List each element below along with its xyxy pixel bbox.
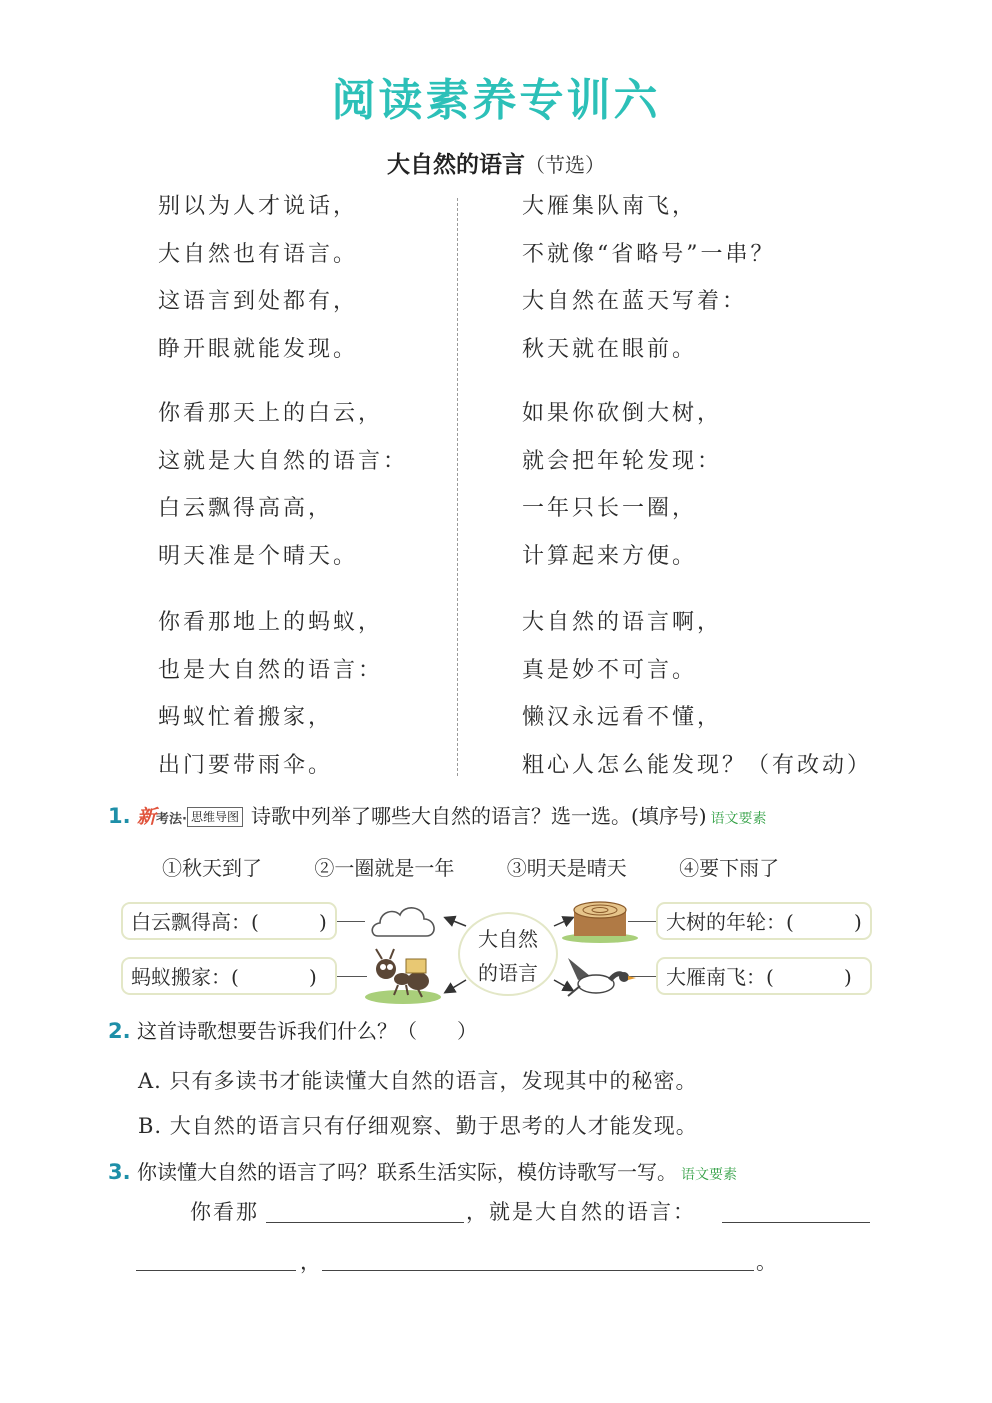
question-text: 你读懂大自然的语言了吗？联系生活实际，模仿诗歌写一写。: [136, 1160, 677, 1184]
fill-blank-1[interactable]: [266, 1222, 464, 1223]
poem-line: 一年只长一圈，: [522, 496, 698, 521]
question-text: 这首诗歌想要告诉我们什么？（ ）: [136, 1019, 477, 1043]
box-label: 蚂蚁搬家：(: [131, 965, 239, 989]
goose-answer-box[interactable]: [656, 957, 872, 995]
mindmap-tag: 思维导图: [187, 807, 243, 827]
option-a: A. 只有多读书才能读懂大自然的语言，发现其中的秘密。: [138, 1069, 698, 1093]
tag-dot: ·: [181, 812, 187, 827]
question-number: 2.: [108, 1019, 131, 1043]
poem-line: 大雁集队南飞，: [522, 194, 698, 219]
poem-stanza: [158, 599, 383, 789]
poem-line: 这就是大自然的语言：: [158, 448, 409, 474]
question-note: (填序号): [630, 804, 707, 828]
poem-stanza: [522, 390, 722, 580]
poem-line: 大自然也有语言。: [158, 241, 359, 267]
fill-middle: ，就是大自然的语言：: [466, 1200, 696, 1224]
poem-line: 秋天就在眼前。: [522, 336, 698, 362]
tree-ring-answer-box[interactable]: [656, 902, 872, 940]
wild-goose-icon: [560, 950, 640, 1006]
poem-line: 这语言到处都有，: [158, 289, 359, 314]
close-paren: ): [319, 910, 327, 934]
poem-title-main: 大自然的语言: [387, 152, 525, 178]
poem-line: 懒汉永远看不懂，: [522, 705, 723, 730]
ant-answer-box[interactable]: [121, 957, 337, 995]
question-number: 3.: [108, 1160, 131, 1184]
connector-line: [337, 921, 365, 922]
poem-line: 计算起来方便。: [522, 543, 698, 569]
yaosu-tag: 语文要素: [680, 1167, 737, 1183]
new-tag: 新: [136, 806, 156, 828]
box-label: 白云飘得高：(: [131, 910, 259, 934]
tree-stump-icon: [560, 896, 640, 944]
cloud-icon: [368, 898, 440, 946]
poem-stanza: [158, 183, 358, 373]
question-1: [108, 800, 767, 829]
box-label: 大雁南飞：(: [666, 965, 774, 989]
poem-line: 也是大自然的语言：: [158, 657, 384, 683]
fill-blank-2[interactable]: [722, 1222, 870, 1223]
poem-line: 大自然在蓝天写着：: [522, 289, 748, 314]
fill-blank-3[interactable]: [136, 1270, 296, 1271]
fill-blank-4[interactable]: [322, 1270, 754, 1271]
poem-line: 蚂蚁忙着搬家，: [158, 705, 334, 730]
poem-line: 睁开眼就能发现。: [158, 336, 359, 362]
poem-stanza: [522, 599, 872, 789]
center-label-line2: 的语言: [478, 961, 538, 985]
yaosu-tag: 语文要素: [710, 811, 767, 827]
fill-prefix: 你看那: [190, 1200, 259, 1224]
close-paren: ): [309, 965, 317, 989]
option-b: B. 大自然的语言只有仔细观察、勤于思考的人才能发现。: [138, 1114, 698, 1138]
poem-line: 如果你砍倒大树，: [522, 401, 723, 426]
poem-line: 不就像“省略号”一串？: [522, 241, 776, 267]
option-1: ①秋天到了: [162, 856, 262, 880]
poem-line: 你看那天上的白云，: [158, 401, 384, 426]
option-3: ③明天是晴天: [506, 856, 627, 880]
poem-line: 就会把年轮发现：: [522, 448, 723, 474]
cloud-answer-box[interactable]: [121, 902, 337, 940]
page-title: 阅读素养专训六: [331, 75, 661, 126]
poem-title: [0, 146, 992, 179]
arrows-icon: [440, 900, 580, 1010]
poem-column-divider: [457, 198, 458, 776]
poem-stanza: [158, 390, 408, 580]
kaofa-tag: 考法: [155, 812, 182, 827]
close-paren: ): [844, 965, 852, 989]
poem-line: 你看那地上的蚂蚁，: [158, 610, 384, 635]
question-3: [108, 1156, 737, 1185]
poem-line: 出门要带雨伞。: [158, 752, 334, 778]
poem-line: 明天准是个晴天。: [158, 543, 359, 569]
poem-title-sub: （节选）: [525, 153, 605, 177]
poem-line: 大自然的语言啊，: [522, 610, 723, 635]
answer-options: [162, 852, 862, 881]
poem-line: 别以为人才说话，: [158, 194, 359, 219]
fill-period: 。: [756, 1250, 779, 1274]
ant-icon: [362, 945, 444, 1005]
close-paren: ): [854, 910, 862, 934]
option-2: ②一圈就是一年: [314, 856, 455, 880]
question-2: [108, 1015, 477, 1044]
question-text: 诗歌中列举了哪些大自然的语言？选一选。: [250, 804, 631, 828]
poem-line: 白云飘得高高，: [158, 496, 334, 521]
question-number: 1.: [108, 804, 131, 828]
box-label: 大树的年轮：(: [666, 910, 794, 934]
poem-line: 真是妙不可言。: [522, 657, 698, 683]
poem-line: 粗心人怎么能发现？（有改动）: [522, 752, 873, 778]
fill-comma: ，: [300, 1250, 323, 1274]
center-label-line1: 大自然: [478, 927, 538, 951]
poem-stanza: [522, 183, 776, 373]
option-4: ④要下雨了: [679, 856, 780, 880]
